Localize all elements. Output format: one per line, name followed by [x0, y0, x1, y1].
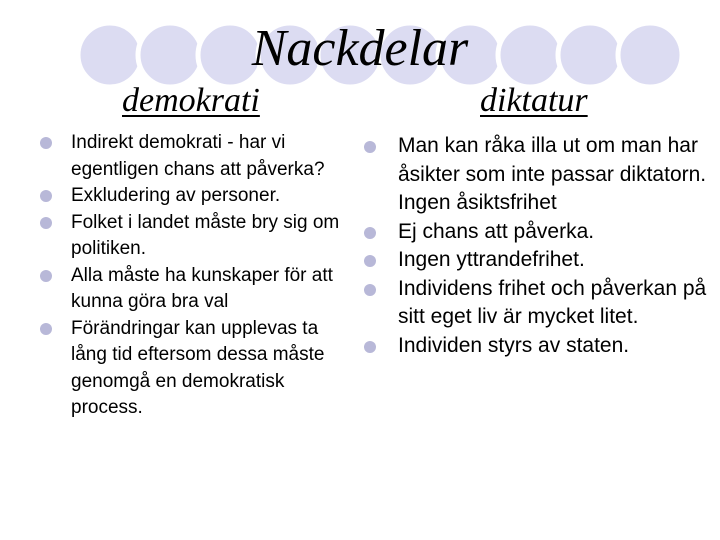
- bullet-icon: [364, 141, 376, 153]
- list-item: [36, 130, 354, 183]
- list-item: [358, 218, 708, 247]
- list-item-text: Exkludering av personer.: [71, 185, 281, 206]
- right-bullet-list: [358, 132, 708, 360]
- right-column-heading: diktatur: [480, 82, 588, 119]
- bullet-icon: [40, 323, 52, 335]
- bullet-icon: [40, 217, 52, 229]
- list-item-text: Ej chans att påverka.: [398, 219, 595, 243]
- list-item: [36, 183, 354, 210]
- list-item-text: Individens frihet och påverkan på sitt eget liv är mycket litet.: [398, 276, 707, 328]
- list-item-text: Alla måste ha kunskaper för att kunna göra bra val: [71, 264, 333, 312]
- bullet-icon: [364, 284, 376, 296]
- list-item-text: Indirekt demokrati - har vi egentligen chans att påverka?: [71, 132, 325, 180]
- left-column-heading: demokrati: [122, 82, 260, 119]
- list-item: [36, 210, 354, 263]
- list-item-text: Ingen yttrandefrihet.: [398, 248, 585, 271]
- bullet-icon: [364, 255, 376, 267]
- slide-title: Nackdelar: [251, 20, 469, 77]
- list-item: [358, 275, 708, 332]
- bullet-icon: [364, 227, 376, 239]
- list-item: [36, 263, 354, 316]
- bullet-icon: [40, 190, 52, 202]
- bullet-icon: [40, 137, 52, 149]
- list-item: [358, 246, 708, 275]
- bullet-icon: [40, 270, 52, 282]
- bullet-icon: [364, 341, 376, 353]
- list-item-text: Folket i landet måste bry sig om politiken.: [71, 211, 340, 259]
- list-item: [358, 132, 708, 218]
- list-item: [36, 316, 354, 422]
- list-item-text: Individen styrs av staten.: [398, 333, 630, 357]
- list-item-text: Man kan råka illa ut om man har åsikter som inte passar diktatorn. Ingen åsiktsfrihet: [398, 134, 707, 214]
- list-item-text: Förändringar kan upplevas ta lång tid eftersom dessa måste genomgå en demokratisk process.: [71, 317, 325, 418]
- list-item: [358, 332, 708, 361]
- left-bullet-list: [36, 130, 354, 422]
